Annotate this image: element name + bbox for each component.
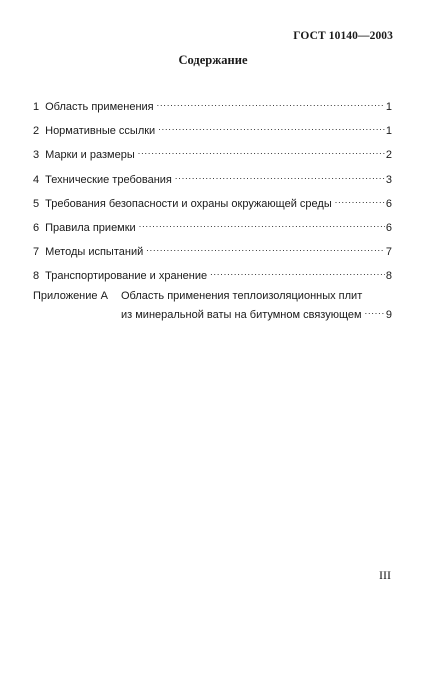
toc-entry-title: Нормативные ссылки [45,125,156,138]
toc-entry-number: 6 [33,221,40,234]
toc-entry-title: Требования безопасности и охраны окружающей среды [45,197,332,210]
dot-leader [157,96,385,110]
page-number: III [379,568,391,582]
dot-leader [365,304,385,318]
dot-leader [210,265,385,279]
toc-entry-page: 1 [385,125,392,138]
toc-entry[interactable] [33,144,392,162]
toc-entry-number: 4 [33,173,40,186]
toc-entry-title: Область применения [45,101,154,113]
appendix-body [121,289,392,321]
toc-entry-title: Технические требования [45,173,172,186]
dot-leader [139,217,385,231]
toc-entry-title: Транспортирование и хранение [45,270,208,283]
toc-entry-number: 2 [33,125,40,138]
toc-entry-title: Методы испытаний [45,246,144,259]
toc-entry-number: 3 [33,149,40,162]
toc-entry[interactable] [33,241,392,259]
toc-entry-page: 2 [385,149,392,162]
toc-entry[interactable] [33,193,392,210]
toc-entry[interactable] [33,96,392,113]
toc-entry-title: Правила приемки [45,221,136,234]
toc-entry[interactable] [33,169,392,186]
document-code: ГОСТ 10140—2003 [293,30,393,42]
appendix-title-line-2: из минеральной ваты на битумном связующем [121,308,362,321]
toc-entry-number: 5 [33,197,40,210]
toc-entry-page: 6 [385,221,392,234]
toc-entry-page: 8 [385,270,392,283]
toc-appendix-entry[interactable] [33,289,392,321]
toc-entry-number: 8 [33,270,40,283]
appendix-title-line-2-row [121,304,392,321]
toc-entry[interactable] [33,265,392,283]
appendix-page: 9 [385,308,392,321]
appendix-title-line-1: Область применения теплоизоляционных плит [121,289,363,302]
toc-entry-page: 7 [385,246,392,259]
toc-entry-number: 1 [33,101,40,113]
toc-entry-page: 1 [385,101,392,113]
dot-leader [158,120,385,134]
toc-title: Содержание [178,53,248,67]
dot-leader [146,241,385,255]
table-of-contents [33,96,392,321]
toc-entry-number: 7 [33,246,40,259]
toc-entry[interactable] [33,217,392,234]
toc-entry-page: 3 [385,173,392,186]
dot-leader [138,144,385,158]
dot-leader [175,169,385,183]
toc-entry-title: Марки и размеры [45,149,135,162]
toc-entry-page: 6 [385,197,392,210]
appendix-label: Приложение А [33,289,108,302]
dot-leader [335,193,385,207]
toc-entry[interactable] [33,120,392,138]
